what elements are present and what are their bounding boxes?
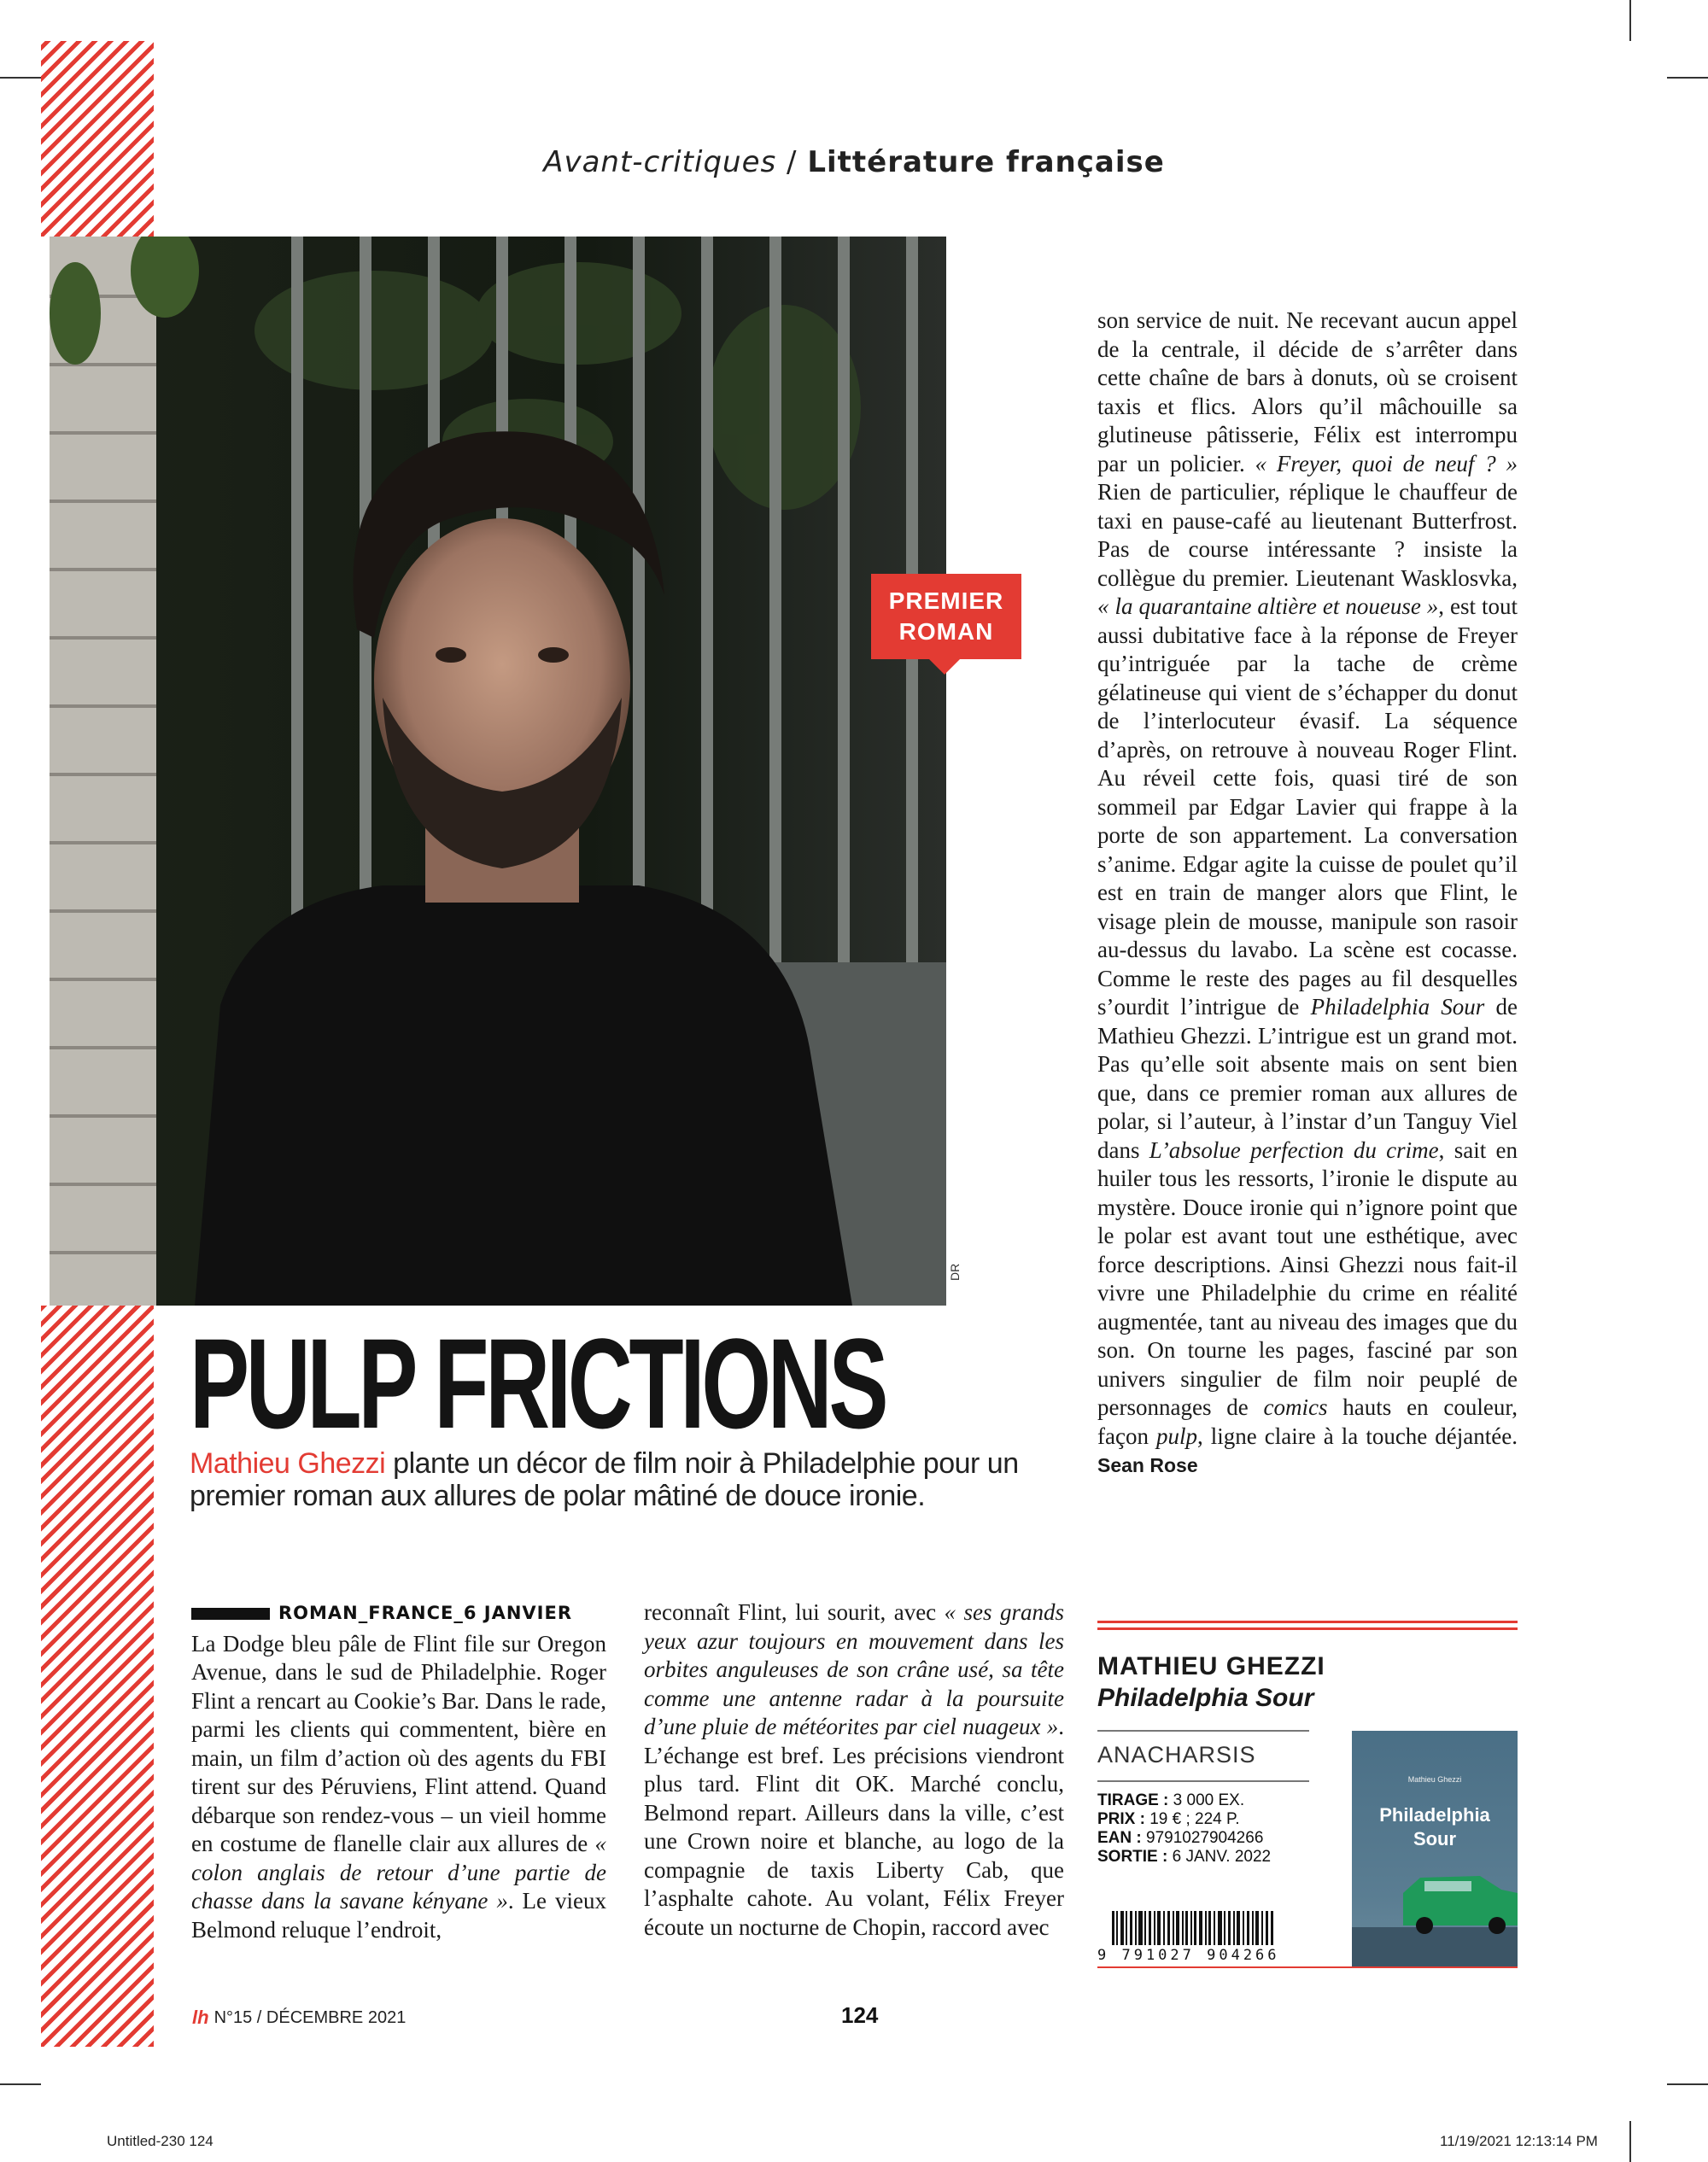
issue-label: N°15 / DÉCEMBRE 2021 bbox=[214, 2007, 407, 2027]
author-photo bbox=[50, 237, 946, 1306]
spec-value: 6 JANV. 2022 bbox=[1167, 1848, 1272, 1866]
page-number: 124 bbox=[841, 2002, 879, 2028]
col3-italic-1: Philadelphia Sour bbox=[1310, 994, 1485, 1020]
crop-mark bbox=[1667, 77, 1708, 79]
col1-quote-1: « colon anglais de retour d’une partie de chasse dans la savane kényane » bbox=[191, 1831, 606, 1914]
spec-label: PRIX : bbox=[1097, 1810, 1145, 1828]
lead-author: Mathieu Ghezzi bbox=[190, 1447, 386, 1480]
book-specs bbox=[1097, 1791, 1271, 1867]
col3-italic-4: pulp bbox=[1156, 1423, 1198, 1449]
spec-row bbox=[1097, 1791, 1271, 1810]
premier-roman-badge bbox=[871, 574, 1021, 659]
spec-row bbox=[1097, 1829, 1271, 1848]
col3-italic-3: comics bbox=[1263, 1394, 1328, 1420]
section-header bbox=[0, 145, 1708, 179]
body-column-3 bbox=[1097, 307, 1518, 1481]
body-column-2 bbox=[644, 1598, 1064, 1942]
spec-label: EAN : bbox=[1097, 1829, 1142, 1847]
col3-quote-1: « Freyer, quoi de neuf ? » bbox=[1255, 450, 1518, 476]
col1-text-1: La Dodge bleu pâle de Flint file sur Oregon Avenue, dans le sud de Philadelphie. Roger Flint a rencart au Cookie’s Bar. Dans le rade, parmi les clients qui commentent, bière en main, un film d’action où des agents du FBI tirent sur des Péruviens, Flint attend. Quand débarque son rendez-vous – un vieil homme en costume de flanelle clair aux allures de bbox=[191, 1630, 606, 1856]
crop-mark bbox=[1629, 2121, 1631, 2162]
book-box-top-rule-2 bbox=[1097, 1627, 1518, 1630]
badge-line-2: ROMAN bbox=[898, 618, 994, 645]
book-box-divider bbox=[1097, 1780, 1309, 1782]
col3-text-5: , sait en huiler tous les ressorts, l’ironie le dispute au mystère. Douce ironie qui n’ignore point que le polar est avant tout une esthétique, avec force descriptions. Ainsi Ghezzi nous fait-il vivre une Philadelphie du crime en réalité augmentée, tant au niveau des images que du son. On tourne les pages, fasciné par son univers singulier de film noir peuplé de personnages de bbox=[1097, 1137, 1518, 1420]
kicker bbox=[191, 1599, 606, 1628]
col2-text-2: . L’échange est bref. Les précisions viendront plus tard. Flint dit OK. Marché conclu, Belmond repart. Ailleurs dans la ville, c’est une Crown noire et blanche, au logo de la compagnie de taxis Liberty Cab, que l’asphalte cahote. Au volant, Félix Freyer écoute un nocturne de Chopin, raccord avec bbox=[644, 1714, 1064, 1940]
photo-credit: DR bbox=[948, 1263, 962, 1281]
book-title: Philadelphia Sour bbox=[1097, 1684, 1314, 1712]
col2-quote-1: « ses grands yeux azur toujours en mouvement dans les orbites anguleuses de son crâne usé, sa tête comme une antenne radar à la poursuite d’une pluie de météorites par ciel nuageux » bbox=[644, 1599, 1064, 1739]
red-hatch-band-top bbox=[41, 41, 154, 237]
col3-text-2: Rien de particulier, réplique le chauffeur de taxi en pause-café au lieutenant Butterfrost. Pas de course intéressante ? insiste la collègue du premier. Lieutenant Wasklosvka, bbox=[1097, 479, 1518, 591]
badge-line-1: PREMIER bbox=[888, 587, 1004, 614]
red-hatch-band-bottom bbox=[41, 1306, 154, 2047]
cover-car-illustration bbox=[1352, 1731, 1518, 1966]
barcode-number: 9 791027 904266 bbox=[1097, 1947, 1280, 1964]
col3-quote-2: « la quarantaine altière et noueuse » bbox=[1097, 593, 1439, 619]
book-cover bbox=[1352, 1731, 1518, 1966]
col3-text-3: , est tout aussi dubitative face à la réponse de Freyer qu’intriguée par la tache de crème gélatineuse qui vient de s’échapper du donut de l’interlocuteur évasif. La séquence d’après, on retrouve à nouveau Roger Flint. Au réveil cette fois, quasi tiré de son sommeil par Edgar Lavier qui frappe à la porte de son appartement. La conversation s’anime. Edgar agite la cuisse de poulet qu’il est en train de manger alors que Flint, le visage plein de mousse, manipule son rasoir au-dessus du lavabo. La scène est cocasse. Comme le reste des pages au fil desquelles s’ourdit l’intrigue de bbox=[1097, 593, 1518, 1020]
col1-text-2: . Le vieux Belmond reluque l’endroit, bbox=[191, 1888, 606, 1943]
spec-label: SORTIE : bbox=[1097, 1848, 1168, 1866]
book-box-top-rule bbox=[1097, 1621, 1518, 1623]
col3-text-7: , ligne claire à la touche déjantée. bbox=[1197, 1423, 1518, 1449]
section-separator: / bbox=[776, 145, 808, 179]
spec-value: 3 000 EX. bbox=[1168, 1791, 1245, 1809]
crop-mark bbox=[1629, 0, 1631, 41]
cover-title-line-2: Sour bbox=[1413, 1828, 1457, 1849]
spec-row bbox=[1097, 1848, 1271, 1867]
kicker-bar bbox=[191, 1608, 270, 1620]
magazine-logo: lh bbox=[192, 2007, 209, 2028]
col3-text-6: hauts en couleur, façon bbox=[1097, 1394, 1518, 1449]
section-name: Avant-critiques bbox=[543, 145, 777, 179]
col2-text-1: reconnaît Flint, lui sourit, avec bbox=[644, 1599, 945, 1625]
spec-row bbox=[1097, 1810, 1271, 1829]
slug-file: Untitled-230 124 bbox=[107, 2133, 214, 2149]
col3-text-4: de Mathieu Ghezzi. L’intrigue est un grand mot. Pas qu’elle soit absente mais on sent bien que, dans ce premier roman aux allures de polar, si l’auteur, à l’instar d’un Tanguy Viel dans bbox=[1097, 994, 1518, 1163]
slug-date: 11/19/2021 12:13:14 PM bbox=[1440, 2133, 1598, 2149]
spec-value: 19 € ; 224 P. bbox=[1144, 1810, 1240, 1828]
body-column-1 bbox=[191, 1599, 606, 1944]
section-subtitle: Littérature française bbox=[807, 145, 1165, 179]
book-box-divider bbox=[1097, 1730, 1309, 1732]
crop-mark bbox=[0, 77, 41, 79]
spec-value: 9791027904266 bbox=[1141, 1829, 1264, 1847]
article-title: PULP FRICTIONS bbox=[190, 1312, 886, 1455]
crop-mark bbox=[0, 2083, 41, 2085]
footer-issue bbox=[192, 2007, 406, 2029]
book-box-bottom-rule bbox=[1097, 1966, 1518, 1968]
book-publisher: ANACHARSIS bbox=[1097, 1742, 1256, 1768]
spec-label: TIRAGE : bbox=[1097, 1791, 1169, 1809]
lead-text: plante un décor de film noir à Philadelphie pour un premier roman aux allures de polar mâtiné de douce ironie. bbox=[190, 1447, 1019, 1512]
barcode bbox=[1112, 1911, 1274, 1945]
book-author: MATHIEU GHEZZI bbox=[1097, 1652, 1325, 1680]
kicker-text: ROMAN_FRANCE_6 JANVIER bbox=[278, 1603, 572, 1623]
article-lead bbox=[190, 1447, 1044, 1512]
signature: Sean Rose bbox=[1097, 1454, 1198, 1476]
col3-text-1: son service de nuit. Ne recevant aucun appel de la centrale, il décide de s’arrêter dans cette chaîne de bars à donuts, où se croisent taxis et flics. Alors qu’il mâchouille sa glutineuse pâtisserie, Félix est interrompu par un policier. bbox=[1097, 307, 1518, 476]
crop-mark bbox=[1667, 2083, 1708, 2085]
col3-italic-2: L’absolue perfection du crime bbox=[1149, 1137, 1439, 1163]
cover-title-line-1: Philadelphia bbox=[1379, 1804, 1490, 1826]
cover-author: Mathieu Ghezzi bbox=[1407, 1775, 1462, 1784]
